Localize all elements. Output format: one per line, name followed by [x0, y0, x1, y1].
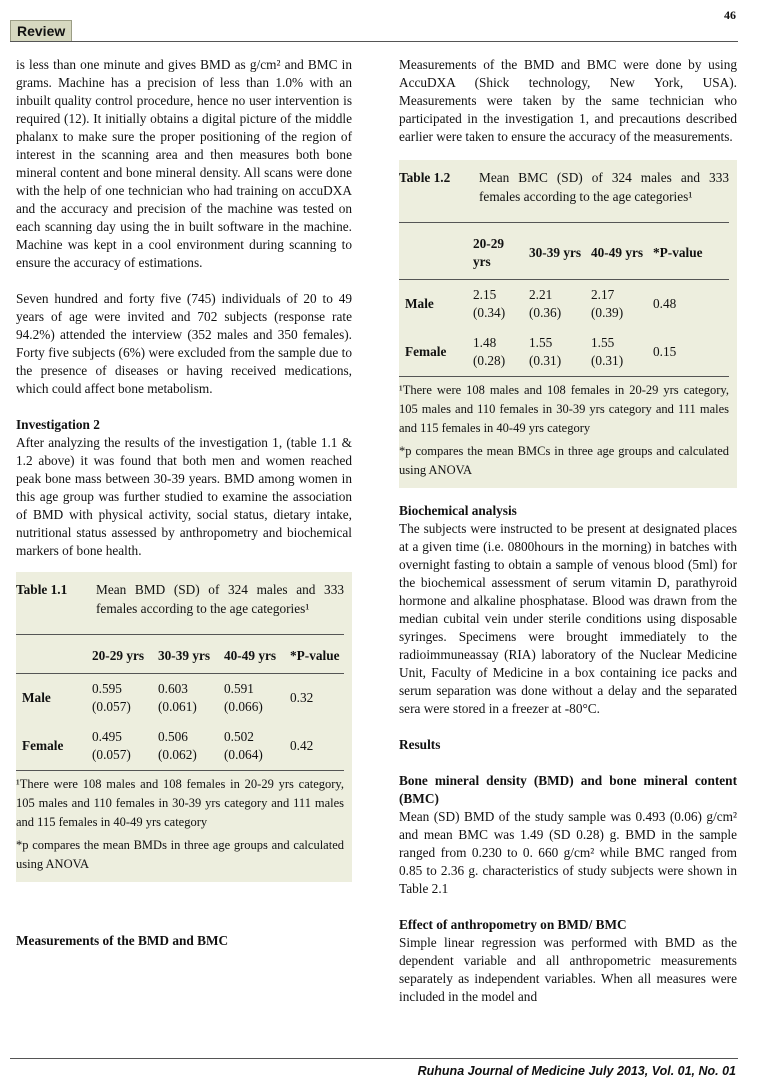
- table-label: Table 1.1: [16, 582, 68, 597]
- column-header: 20-29 yrs: [471, 223, 527, 280]
- table-cell: 1.48 (0.28): [471, 328, 527, 377]
- row-label: Female: [399, 328, 471, 377]
- table-cell: 0.591 (0.066): [224, 681, 263, 714]
- table-label: Table 1.2: [399, 170, 451, 185]
- table-row: [16, 674, 344, 723]
- paragraph: After analyzing the results of the investigation 1, (table 1.1 & 1.2 above) it was found that both men and women reached peak bone mass between 30-39 years. BMD among women in this age group was further studied to examine the association of BMD with physical activity, social status, dietary intake, nutritional status assessed by anthropometry and biochemical markers of bone health.: [16, 435, 352, 558]
- table-cell: 0.32: [290, 690, 314, 705]
- table-cell: 0.603 (0.061): [158, 681, 197, 714]
- section-heading: Investigation 2: [16, 417, 100, 432]
- table-1-1: [16, 572, 352, 882]
- table-cell: 0.502 (0.064): [222, 722, 288, 771]
- column-header: 40-49 yrs: [222, 635, 288, 674]
- right-column: [399, 56, 737, 1006]
- data-table: [16, 634, 344, 771]
- table-footnote: ¹There were 108 males and 108 females in 20-29 yrs category, 105 males and 110 females in 30-39 yrs category and 111 males and 115 females in 40-49 yrs category: [399, 383, 729, 435]
- table-cell: 2.15 (0.34): [473, 287, 506, 320]
- paragraph: Seven hundred and forty five (745) individuals of 20 to 49 years of age were invited and 702 subjects (response rate 94.2%) attended the interview (352 males and 350 females). Forty five subjects (6%) were excluded from the sample due to the presence of diseases or having received medications, which could affect bone metabolism.: [16, 291, 352, 396]
- table-cell: 0.595 (0.057): [92, 681, 131, 714]
- section-heading: Results: [399, 737, 441, 752]
- table-cell: 0.48: [653, 296, 677, 311]
- table-caption: Mean BMD (SD) of 324 males and 333 females according to the age categories¹: [96, 582, 344, 616]
- journal-footer: Ruhuna Journal of Medicine July 2013, Vol. 01, No. 01: [417, 1064, 736, 1078]
- table-cell: 2.21 (0.36): [529, 287, 562, 320]
- column-header: [16, 635, 90, 674]
- section-heading: Effect of anthropometry on BMD/ BMC: [399, 917, 627, 932]
- table-1-2: [399, 160, 737, 488]
- table-footnote: *p compares the mean BMCs in three age groups and calculated using ANOVA: [399, 444, 729, 477]
- table-row: [399, 328, 729, 377]
- paragraph: Mean (SD) BMD of the study sample was 0.493 (0.06) g/cm² and mean BMC was 1.49 (SD 0.28) g. BMD in the sample ranged from 0.230 to 0. 660 g/cm² while BMC ranged from 0.85 to 2.36 g. characteristics of study subjects were shown in Table 2.1: [399, 809, 737, 896]
- paragraph: The subjects were instructed to be present at designated places at a given time (i.e. 0800hours in the morning) in batches with overnight fasting to obtain a sample of venous blood (5ml) for the biochemical assessment of serum vitamin D, parathyroid hormone and alkaline phosphatase. Blood was drawn from the median cubital vein under sterile conditions using disposable syringes. Specimens were brought immediately to the radioimmuneassay (RIA) laboratory of the Nuclear Medicine Unit, Faculty of Medicine in a box containing ice packs and serum separation was done without a delay and the separated sera were stored in a freezer at -80°C.: [399, 521, 737, 716]
- table-cell: 0.42: [288, 722, 344, 771]
- table-cell: 0.495 (0.057): [90, 722, 156, 771]
- column-header: 30-39 yrs: [156, 635, 222, 674]
- row-label: Male: [22, 690, 51, 705]
- column-header: *P-value: [288, 635, 344, 674]
- table-cell: 1.55 (0.31): [589, 328, 651, 377]
- section-heading: Measurements of the BMD and BMC: [16, 933, 229, 948]
- table-caption: Mean BMC (SD) of 324 males and 333 females according to the age categories¹: [479, 170, 729, 204]
- column-header: 40-49 yrs: [589, 223, 651, 280]
- table-footnote: *p compares the mean BMDs in three age groups and calculated using ANOVA: [16, 838, 344, 871]
- column-header: *P-value: [651, 223, 729, 280]
- left-column: [16, 56, 352, 950]
- paragraph: is less than one minute and gives BMD as g/cm² and BMC in grams. Machine has a precision of less than 1.0% with an inbuilt quality control procedure, hence no user intervention is required (12). It initially obtains a digital picture of the middle phalanx to make sure the proper positioning of the region of interest in the scanning area and then measures both bone mineral content and bone mineral density. All scans were done with the help of one technician who had training on accuDXA and the accuracy and precision of the machine was tested on each scanning day using the in built software in the machine. Machine was kept in a cool environment during scanning to ensure the accuracy of estimations.: [16, 57, 352, 270]
- table-row: [16, 722, 344, 771]
- section-heading: Biochemical analysis: [399, 503, 517, 518]
- table-footnote: ¹There were 108 males and 108 females in 20-29 yrs category, 105 males and 110 females in 30-39 yrs category and 111 males and 115 females in 40-49 yrs category: [16, 777, 344, 829]
- table-cell: 1.55 (0.31): [527, 328, 589, 377]
- table-cell: 0.506 (0.062): [156, 722, 222, 771]
- table-cell: 2.17 (0.39): [591, 287, 624, 320]
- column-header: 30-39 yrs: [527, 223, 589, 280]
- footer-rule: [10, 1058, 738, 1059]
- table-cell: 0.15: [651, 328, 729, 377]
- section-heading: Bone mineral density (BMD) and bone mineral content (BMC): [399, 773, 737, 806]
- row-label: Male: [405, 296, 434, 311]
- paragraph: Simple linear regression was performed with BMD as the dependent variable and all anthropometric measurements separately as independent variables. When all measures were included in the model and: [399, 935, 737, 1004]
- row-label: Female: [16, 722, 90, 771]
- column-header: [399, 223, 471, 280]
- data-table: [399, 222, 729, 377]
- column-header: 20-29 yrs: [90, 635, 156, 674]
- paragraph: Measurements of the BMD and BMC were done by using AccuDXA (Shick technology, New York, USA). Measurements were taken by the same technician who participated in the investigation 1, and precautions described earlier were taken to ensure the accuracy of the measurements.: [399, 57, 737, 144]
- page-number: 46: [724, 8, 736, 22]
- header-rule: [10, 41, 738, 42]
- table-row: [399, 280, 729, 329]
- section-tag: Review: [10, 20, 72, 42]
